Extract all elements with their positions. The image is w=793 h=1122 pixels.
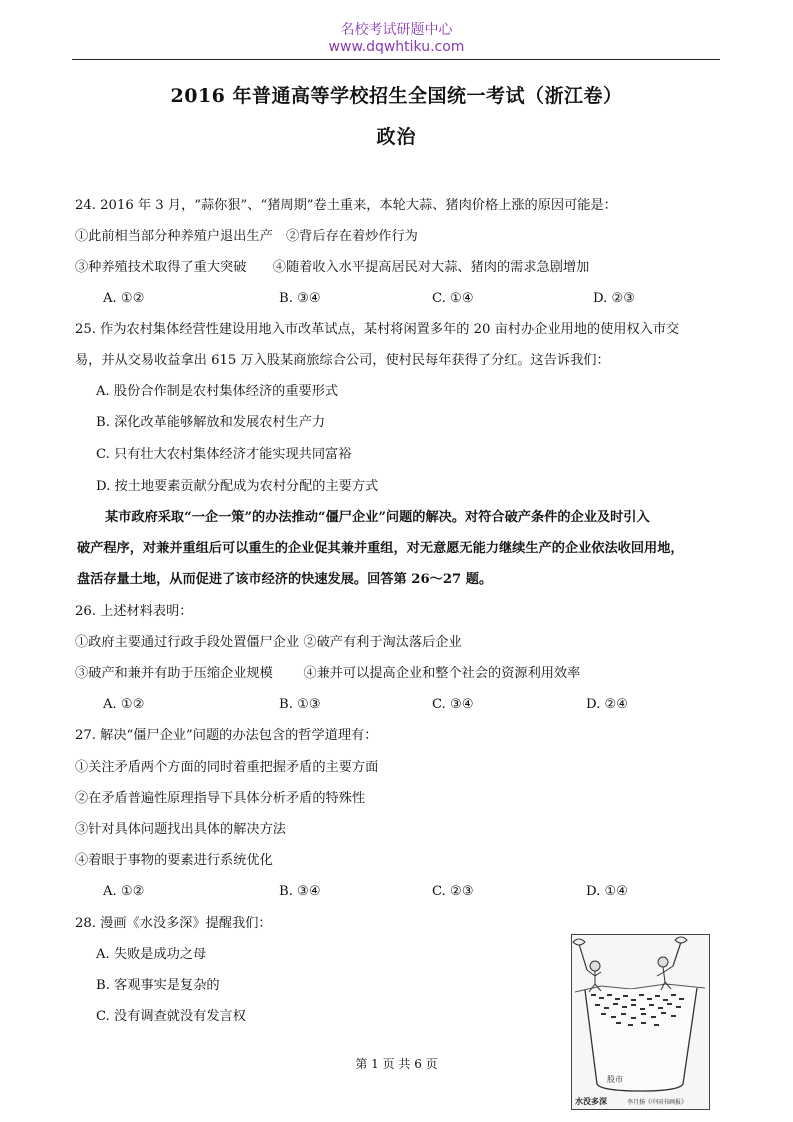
question-26-stem: 26. 上述材料表明： [75,604,193,619]
question-27-option-d: D. ①④ [586,884,629,899]
question-25-stem: 25. 作为农村集体经营性建设用地入市改革试点，某村将闲置多年的 20 亩村办企业用地的使用权入市交 [75,322,680,337]
header-site-name: 名校考试研题中心 [340,22,453,38]
question-27-item: ④着眼于事物的要素进行系统优化 [75,853,273,868]
cartoon-pit-label: 股市 [607,1075,623,1084]
cartoon-caption-title: 水没多深 [575,1097,607,1106]
cartoon-illustration [571,934,710,1110]
question-26-option-b: B. ①③ [279,697,321,712]
material-paragraph: 某市政府采取“一企一策”的办法推动“僵尸企业”问题的解决。对符合破产条件的企业及时引入 [105,510,650,525]
question-24-item: ③种养殖技术取得了重大突破 ④随着收入水平提高居民对大蒜、猪肉的需求急剧增加 [75,260,590,275]
question-28-option-b: B. 客观事实是复杂的 [96,978,220,993]
header-site-url[interactable]: www.dqwhtiku.com [328,39,465,55]
question-28-option-c: C. 没有调查就没有发言权 [96,1009,246,1024]
page-footer: 第 1 页 共 6 页 [355,1057,438,1071]
question-27-item: ②在矛盾普遍性原理指导下具体分析矛盾的特殊性 [75,791,366,806]
question-27-option-c: C. ②③ [432,884,474,899]
question-26-option-a: A. ①② [103,697,145,712]
question-27-option-b: B. ③④ [279,884,321,899]
question-24-option-d: D. ②③ [593,291,636,306]
document-subject: 政治 [376,126,417,148]
question-27-stem: 27. 解决“僵尸企业”问题的办法包含的哲学道理有： [75,728,378,743]
question-26-option-d: D. ②④ [586,697,629,712]
page-header [0,22,793,56]
cartoon-caption-credit: 李月扬《中国书画报》 [627,1099,688,1106]
question-25-stem: 易，并从交易收益拿出 615 万入股某商旅综合公司，使村民每年获得了分红。这告诉我们： [75,353,610,368]
question-25-option-d: D. 按土地要素贡献分配成为农村分配的主要方式 [96,479,379,494]
question-26-item: ①政府主要通过行政手段处置僵尸企业 ②破产有利于淘汰落后企业 [75,635,462,650]
question-27-item: ③针对具体问题找出具体的解决方法 [75,822,286,837]
question-24-option-c: C. ①④ [432,291,474,306]
header-divider [72,59,720,60]
document-title: 2016 年普通高等学校招生全国统一考试（浙江卷） [170,85,623,107]
question-24-item: ①此前相当部分种养殖户退出生产 ②背后存在着炒作行为 [75,229,418,244]
question-24-option-a: A. ①② [103,291,145,306]
material-paragraph: 盘活存量土地，从而促进了该市经济的快速发展。回答第 26～27 题。 [77,572,493,587]
question-27-option-a: A. ①② [103,884,145,899]
question-25-option-b: B. 深化改革能够解放和发展农村生产力 [96,415,326,430]
question-25-option-c: C. 只有壮大农村集体经济才能实现共同富裕 [96,447,352,462]
question-24-stem: 24. 2016 年 3 月，“蒜你狠”、“猪周期”卷土重来，本轮大蒜、猪肉价格上涨的原因可能是： [75,198,617,213]
question-25-option-a: A. 股份合作制是农村集体经济的重要形式 [96,384,339,399]
question-26-option-c: C. ③④ [432,697,474,712]
question-27-item: ①关注矛盾两个方面的同时着重把握矛盾的主要方面 [75,760,379,775]
question-28-option-a: A. 失败是成功之母 [96,947,207,962]
question-26-item: ③破产和兼并有助于压缩企业规模 ④兼并可以提高企业和整个社会的资源利用效率 [75,666,581,681]
question-28-stem: 28. 漫画《水没多深》提醒我们： [75,916,272,931]
question-24-option-b: B. ③④ [279,291,321,306]
material-paragraph: 破产程序，对兼并重组后可以重生的企业促其兼并重组，对无意愿无能力继续生产的企业依法收回用地， [77,541,684,556]
